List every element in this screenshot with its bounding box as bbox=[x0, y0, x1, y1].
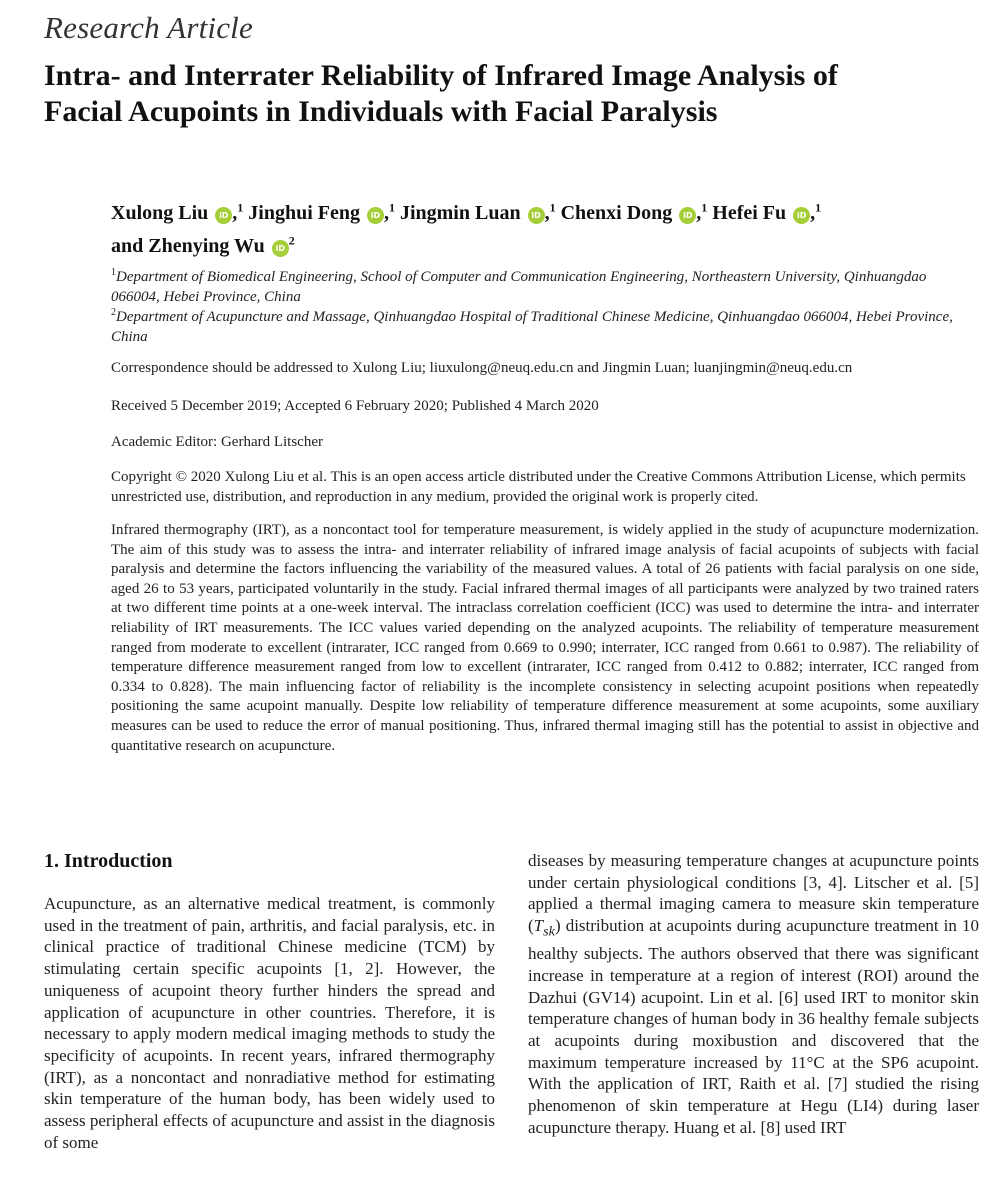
orcid-icon[interactable]: iD bbox=[215, 207, 232, 224]
orcid-icon[interactable]: iD bbox=[679, 207, 696, 224]
affiliation-marker: 1 bbox=[701, 200, 708, 214]
author-entry bbox=[712, 202, 821, 224]
author-name[interactable]: and Zhenying Wu bbox=[111, 235, 265, 258]
affiliation-1 bbox=[111, 263, 961, 307]
author-list bbox=[111, 193, 971, 260]
affiliation-marker: 1 bbox=[815, 200, 822, 214]
affiliation-number: 1 bbox=[111, 267, 116, 278]
affiliation-number: 2 bbox=[111, 307, 116, 318]
author-name[interactable]: Jingmin Luan bbox=[399, 201, 521, 224]
author-separator: , bbox=[696, 201, 702, 224]
academic-editor: Academic Editor: Gerhard Litscher bbox=[111, 434, 323, 450]
author-entry bbox=[111, 235, 295, 257]
author-entry bbox=[400, 202, 561, 224]
affiliation-marker: 2 bbox=[288, 233, 295, 248]
intro-left-column: Acupuncture, as an alternative medical treatment, is commonly used in the treatment of pain, arthritis, and facial paralysis, etc. in clinical practice of traditional Chinese medicine (TCM) by stimulating certain specific acupoints [1, 2]. However, the uniqueness of acupoint theory further hinders the spread and application of acupuncture in other countries. Therefore, it is necessary to apply modern medical imaging methods to study the specificity of acupoints. In recent years, infrared thermography (IRT), as a noncontact and nonradiative method for estimating skin temperature of the human body, has been widely used to assess peripheral effects of acupuncture and assist in the diagnosis of some bbox=[44, 894, 495, 1152]
author-name[interactable]: Hefei Fu bbox=[712, 201, 787, 224]
copyright-notice: Copyright © 2020 Xulong Liu et al. This is an open access article distributed under the Creative Commons Attribution License, which permits unrestricted use, distribution, and reproduction in any medium, provided the original work is properly cited. bbox=[111, 469, 966, 505]
author-entry bbox=[248, 202, 400, 224]
author-entry bbox=[111, 202, 248, 224]
orcid-icon[interactable]: iD bbox=[367, 207, 384, 224]
author-separator: , bbox=[810, 201, 816, 224]
affiliation-2 bbox=[111, 303, 961, 347]
author-name[interactable]: Chenxi Dong bbox=[560, 201, 673, 224]
author-name[interactable]: Xulong Liu bbox=[111, 201, 209, 224]
title-line-1: Intra- and Interrater Reliability of Infrared Image Analysis of bbox=[44, 59, 838, 92]
intro-right-column bbox=[528, 850, 979, 1139]
affiliation-text: Department of Acupuncture and Massage, Qinhuangdao Hospital of Traditional Chinese Medicine, Qinhuangdao 066004, Hebei Province, China bbox=[111, 309, 953, 345]
affiliation-marker: 1 bbox=[237, 200, 244, 214]
tsk-subscript: sk bbox=[543, 923, 555, 940]
correspondence-line: Correspondence should be addressed to Xulong Liu; liuxulong@neuq.edu.cn and Jingmin Luan; luanjingmin@neuq.edu.cn bbox=[111, 360, 853, 376]
orcid-icon[interactable]: iD bbox=[793, 207, 810, 224]
intro-right-text-2: ) distribution at acupoints during acupuncture treatment in 10 healthy subjects. The authors observed that there was significant increase in temperature at a region of interest (ROI) around the Dazhui (GV14) acupoint. Lin et al. [6] used IRT to monitor skin temperature changes of human body in 36 healthy female subjects at acupoints during moxibustion and discovered that the maximum temperature increased by 11°C at the SP6 acupoint. With the application of IRT, Raith et al. [7] studied the rising phenomenon of skin temperature at Hegu (LI4) during laser acupuncture therapy. Huang et al. [8] used IRT bbox=[528, 916, 979, 1137]
article-title bbox=[44, 58, 964, 130]
intro-right-text-1: diseases by measuring temperature changes at acupuncture points under certain physiological conditions [3, 4]. Litscher et al. [5] applied a thermal imaging camera to measure skin temperature ( bbox=[528, 851, 979, 936]
section-heading-introduction: 1. Introduction bbox=[44, 850, 173, 872]
title-line-2: Facial Acupoints in Individuals with Facial Paralysis bbox=[44, 95, 718, 128]
tsk-symbol bbox=[533, 916, 555, 940]
affiliation-text: Department of Biomedical Engineering, School of Computer and Communication Engineering, Northeastern University, Qinhuangdao 066004, Hebei Province, China bbox=[111, 269, 927, 305]
author-entry bbox=[561, 202, 713, 224]
article-type-label: Research Article bbox=[44, 10, 253, 45]
tsk-base: T bbox=[533, 916, 544, 936]
author-separator: , bbox=[383, 201, 389, 224]
orcid-icon[interactable]: iD bbox=[272, 240, 289, 257]
abstract-text: Infrared thermography (IRT), as a noncontact tool for temperature measurement, is widely applied in the study of acupuncture modernization. The aim of this study was to assess the intra- and interrater reliability of infrared image analysis of facial acupoints of subjects with facial paralysis and determine the factors influencing the variability of the measured values. A total of 26 patients with facial paralysis on one side, aged 26 to 53 years, participated voluntarily in the study. Facial infrared thermal images of all participants were analyzed by two trained raters at two different time points at a one-week interval. The intraclass correlation coefficient (ICC) was used to determine the intra- and interrater reliability of IRT measurements. The ICC values varied depending on the analyzed acupoints. The reliability of temperature measurement ranged from moderate to excellent (intrarater, ICC ranged from 0.669 to 0.990; interrater, ICC ranged from 0.661 to 0.987). The reliability of temperature difference measurement ranged from low to excellent (intrarater, ICC ranged from 0.412 to 0.882; interrater, ICC ranged from 0.334 to 0.828). The main influencing factor of reliability is the incomplete consistency in selecting acupoint positions when repeatedly positioning the same acupoint manually. Despite low reliability of temperature difference measurement at some acupoints, some auxiliary measures can be used to reduce the error of manual positioning. Thus, infrared thermal imaging still has the potential to assist in objective and quantitative research on acupuncture. bbox=[111, 522, 979, 754]
author-separator: , bbox=[232, 201, 238, 224]
author-separator: , bbox=[544, 201, 550, 224]
affiliation-marker: 1 bbox=[549, 200, 556, 214]
affiliation-marker: 1 bbox=[388, 200, 395, 214]
orcid-icon[interactable]: iD bbox=[528, 207, 545, 224]
author-name[interactable]: Jinghui Feng bbox=[248, 201, 360, 224]
publication-dates: Received 5 December 2019; Accepted 6 February 2020; Published 4 March 2020 bbox=[111, 398, 599, 414]
